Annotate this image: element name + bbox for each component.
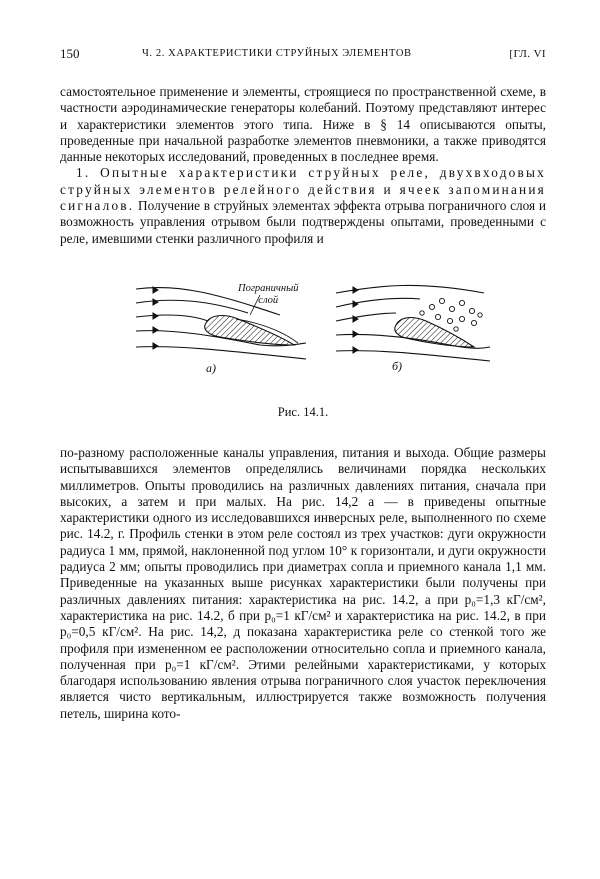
paragraph-2-text: Получение в струйных элементах эффекта отрыва пограничного слоя и возможность управления отрывом были подтверждены опытами, проведенными с реле, имевшими стенки различного профиля и: [60, 198, 546, 246]
paragraph-1: самостоятельное применение и элементы, строящиеся по пространственной схеме, в частности аэродинамические генераторы колебаний. Поэтому представляют интерес и характеристики элементов этого типа. Ниже в § 14 описываются опыты, проведенные при начальной разработке элементов пневмоники, а также приводятся данные некоторых исследований, проведенных в последнее время.: [60, 84, 546, 165]
paragraph-2: [60, 165, 546, 246]
page-number: 150: [60, 46, 80, 61]
text-block-top: [60, 84, 546, 247]
section-heading: 1. Опытные характеристики струйных реле, двухвходовых струйных элементов релейного действия и ячеек запоминания сигналов.: [60, 165, 546, 214]
running-header: [60, 44, 546, 64]
figure-14-1: [60, 265, 546, 397]
diagram-a-arrows: [153, 287, 158, 349]
subfigure-a-label: а): [206, 360, 216, 375]
airflow-diagram: [60, 265, 546, 397]
airfoil-a: [205, 315, 294, 344]
boundary-layer-label: Пограничный слой: [238, 282, 299, 306]
chapter-label: [ГЛ. VI: [509, 48, 546, 60]
text-block-bottom: [60, 445, 546, 722]
figure-caption: Рис. 14.1.: [277, 404, 329, 419]
book-page: [60, 44, 546, 722]
running-title: Ч. 2. ХАРАКТЕРИСТИКИ СТРУЙНЫХ ЭЛЕМЕНТОВ: [142, 48, 412, 59]
subfigure-b-label: б): [392, 358, 403, 373]
diagram-b-arrows: [353, 287, 358, 353]
paragraph-3: по-разному расположенные каналы управления, питания и выхода. Общие размеры испытывавшихся элементов определялись величинами порядка нескольких миллиметров. Опыты проводились на различных давлениях питания, сначала при высоких, а затем и при малых. На рис. 14,2 а — в приведены опытные характеристики одного из исследовавшихся инверсных реле, выполненного по схеме рис. 14.2, г. Профиль стенки в этом реле состоял из трех участков: дуги окружности радиуса 1 мм, прямой, наклоненной под углом 10° к горизонтали, и дуги окружности радиуса 2 мм; опыты проводились при диаметрах сопла и приемного канала 1,1 мм. Приведенные на указанных выше рисунках характеристики были получены при различных давлениях питания: характеристика на рис. 14.2, а при p₀=1,3 кГ/см², характеристика на рис. 14.2, б при p₀=1 кГ/см² и характеристика на рис. 14.2, в при p₀=0,5 кГ/см². На рис. 14,2, д показана характеристика реле со стенкой того же профиля при измененном ее расположении относительно сопла и приемного канала, полученная при p₀=1 кГ/см². Этими релейными характеристиками, у которых благодаря использованию явления отрыва пограничного слоя участок переключения является чисто вертикальным, иллюстрируется также возможность получения петель, ширина кото-: [60, 444, 546, 721]
